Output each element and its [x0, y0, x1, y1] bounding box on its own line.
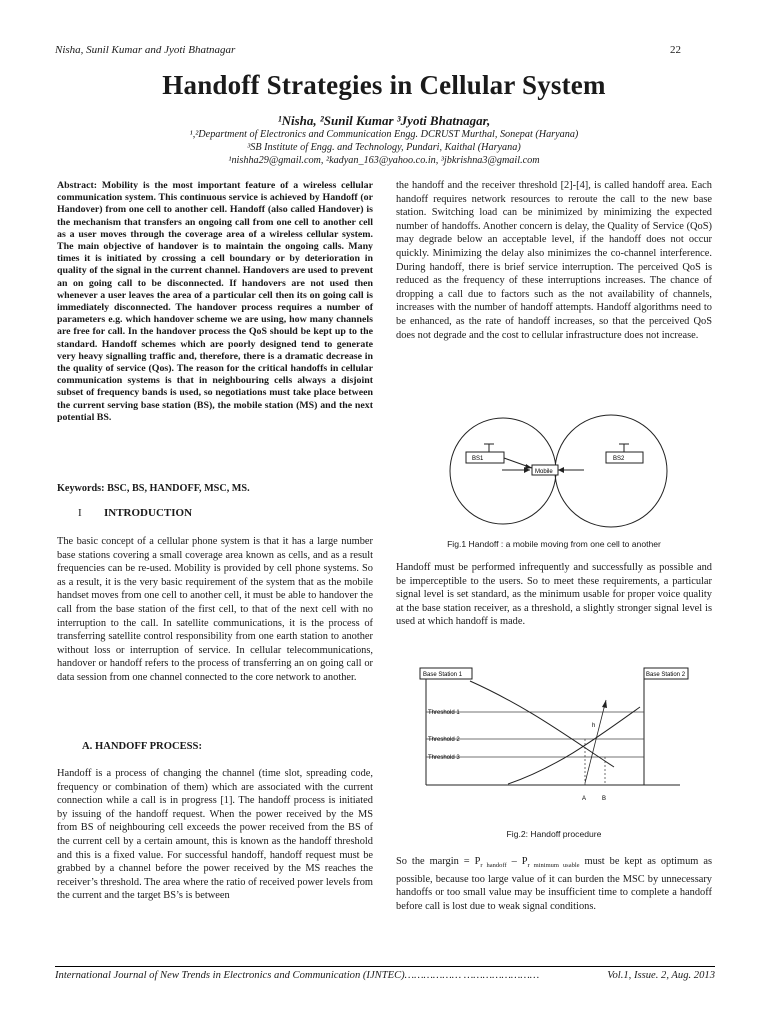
journal-volume: Vol.1, Issue. 2, Aug. 2013: [607, 970, 715, 981]
figure-1-diagram: [446, 418, 680, 524]
mobile-label: Mobile: [535, 469, 553, 475]
base-station-1-label: BS1: [472, 456, 484, 462]
handoff-arrow: [585, 700, 606, 783]
running-header-authors: Nisha, Sunil Kumar and Jyoti Bhatnagar: [55, 44, 236, 56]
margin-paragraph: [396, 855, 712, 913]
threshold-1-label: Threshold 1: [428, 710, 460, 716]
journal-name: International Journal of New Trends in Electronics and Communication (IJNTEC)……………… ……………………: [55, 970, 540, 981]
journal-footer: [55, 966, 715, 981]
base-station-2-icon: [606, 444, 643, 463]
margin-subscript-handoff: r handoff: [480, 862, 507, 870]
point-b-label: B: [602, 796, 607, 802]
fig2-base-station-2-label: Base Station 2: [646, 672, 686, 678]
figure-1-caption: Fig.1 Handoff : a mobile moving from one cell to another: [447, 539, 661, 549]
cell-2-circle: [555, 415, 667, 527]
abstract: Abstract: Mobility is the most important feature of a wireless cellular communication system. This continuous service is achieved by Handoff (or Handover) from one cell to another cell. Handoff (also called Handover) is the mechanism that transfers an ongoing call from one cell to another cell as a user moves through the coverage area of a wireless cellular system. The main objective of handover is to maintain the ongoing calls. Many times it is initiated by crossing a cell boundary or by deterioration in quality of the signal in the current channel. Handovers are used to prevent an on going call to be disconnected. If handovers are not used then whenever a user leaves the area of a particular cell then its on going call is immediately disconnected. The handover process requires a number of parameters e.g. which handover scheme we are using, how many channels are free for call. In the handover process the QoS should be kept up to the standard. Handoff schemes which are poorly designed tend to generate very heavy signalling traffic and, therefore, there is a dramatic decrease in the quality of service (Qos). The reason for the critical handoffs in cellular communication systems is that in neighbouring cells always a disjoint subset of frequency bands is used, so negotiations must take place between the current serving base station (BS), the mobile station (MS) and the next potential BS.: [57, 180, 373, 423]
figure-2-caption: Fig.2: Handoff procedure: [506, 829, 602, 839]
paper-title: Handoff Strategies in Cellular System: [162, 70, 606, 100]
margin-minus: – P: [506, 856, 528, 867]
figure-1-handoff-cells: [446, 418, 680, 524]
handoff-area-paragraph: the handoff and the receiver threshold [2]-[4], is called handoff area. Each handoff requires network resources to reroute the call to the new base station. Switching load can be minimized by minimizing the expected number of handoffs. Another concern is delay, the Quality of Service (QoS) may degrade below an acceptable level, if the handoff does not occur quickly. Minimizing the delay also minimizes the co-channel interference. During handoff, there is brief service interruption. The perceived QoS is reduced as the frequency of these interruptions increases. The chance of dropping a call due to factors such as the not availability of channels, increases with the number of handoff attempts. Handoff algorithms need to be enhanced, as the rate of handoff increases, so that the perceived QoS does not degrade and the cost to cellular infrastructure does not increase.: [396, 180, 712, 341]
subsection-heading-handoff-process: A. HANDOFF PROCESS:: [82, 741, 202, 752]
fig2-base-station-1-label: Base Station 1: [423, 672, 463, 678]
handoff-threshold-paragraph: Handoff must be performed infrequently and successfully as possible and be imperceptible to the users. So to meet these requirements, a particular signal level is set standard, as the minimum usable for proper voice quality at the base station receiver, as a threshold, a slightly stronger signal level is used at which handoff is made.: [396, 562, 712, 628]
h-label: h: [592, 723, 596, 729]
section-heading-introduction: [78, 507, 192, 519]
margin-suffix: must be kept as optimum as possible, because too large value of it can burden the MSC by unnecessary handoffs or too small value may be insufficient time to complete a handoff before call is lost due to weak signal conditions.: [396, 856, 712, 912]
point-a-label: A: [582, 796, 587, 802]
handoff-process-paragraph: Handoff is a process of changing the channel (time slot, spreading code, frequency or combination of them) which are associated with the current connection while a call is in progress [1]. The handoff process is initiated by issuing of the handoff request. When the power received by the MS from BS of neighbouring cell exceeds the power received from the BS of the current cell by a certain amount, this is known as the handoff threshold and this is a fixed value. For successful handoff, handoff request must be grabbed by a channel before the power received by the MS reaches the receiver’s threshold. The area where the ratio of received power levels from the current and the target BS’s is between: [57, 768, 373, 902]
affiliation-2: ³SB Institute of Engg. and Technology, Pundari, Kaithal (Haryana): [247, 142, 521, 153]
bs2-signal-curve: [508, 707, 640, 784]
margin-prefix: So the margin = P: [396, 856, 481, 867]
intro-paragraph: The basic concept of a cellular phone system is that it has a large number base stations covering a small coverage area known as cells, and as a result frequencies can be re-used. Mobility is provided by cell phone systems. So as a result, it is the very basic requirement of the system that as the mobile handset moves from one cell to another cell, it must be able to handover the call from the base station of the first cell, to that of the next cell with no interruption to the call. In satellite communications, it is the process of transferring satellite control responsibility from one earth station to another without loss or interruption of service. In cellular telecommunications, handover or handoff refers to the process of transferring an on going call or data session from one channel connected to the core network to another.: [57, 536, 373, 683]
figure-2-handoff-procedure: [418, 667, 688, 809]
author-list: ¹Nisha, ²Sunil Kumar ³Jyoti Bhatnagar,: [277, 113, 491, 128]
margin-subscript-minimum: r minimum usable: [527, 862, 580, 870]
section-title: INTRODUCTION: [104, 507, 193, 519]
author-emails: ¹nishha29@gmail.com, ²kadyan_163@yahoo.co.in, ³jbkrishna3@gmail.com: [228, 155, 540, 166]
section-number: I: [78, 507, 82, 519]
keywords: Keywords: BSC, BS, HANDOFF, MSC, MS.: [57, 483, 250, 494]
threshold-3-label: Threshold 3: [428, 755, 460, 761]
base-station-2-label: BS2: [613, 456, 625, 462]
threshold-2-label: Threshold 2: [428, 737, 460, 743]
page-number: 22: [670, 44, 681, 56]
figure-2-diagram: [418, 667, 688, 809]
affiliation-1: ¹,²Department of Electronics and Communication Engg. DCRUST Murthal, Sonepat (Haryana): [189, 129, 579, 140]
